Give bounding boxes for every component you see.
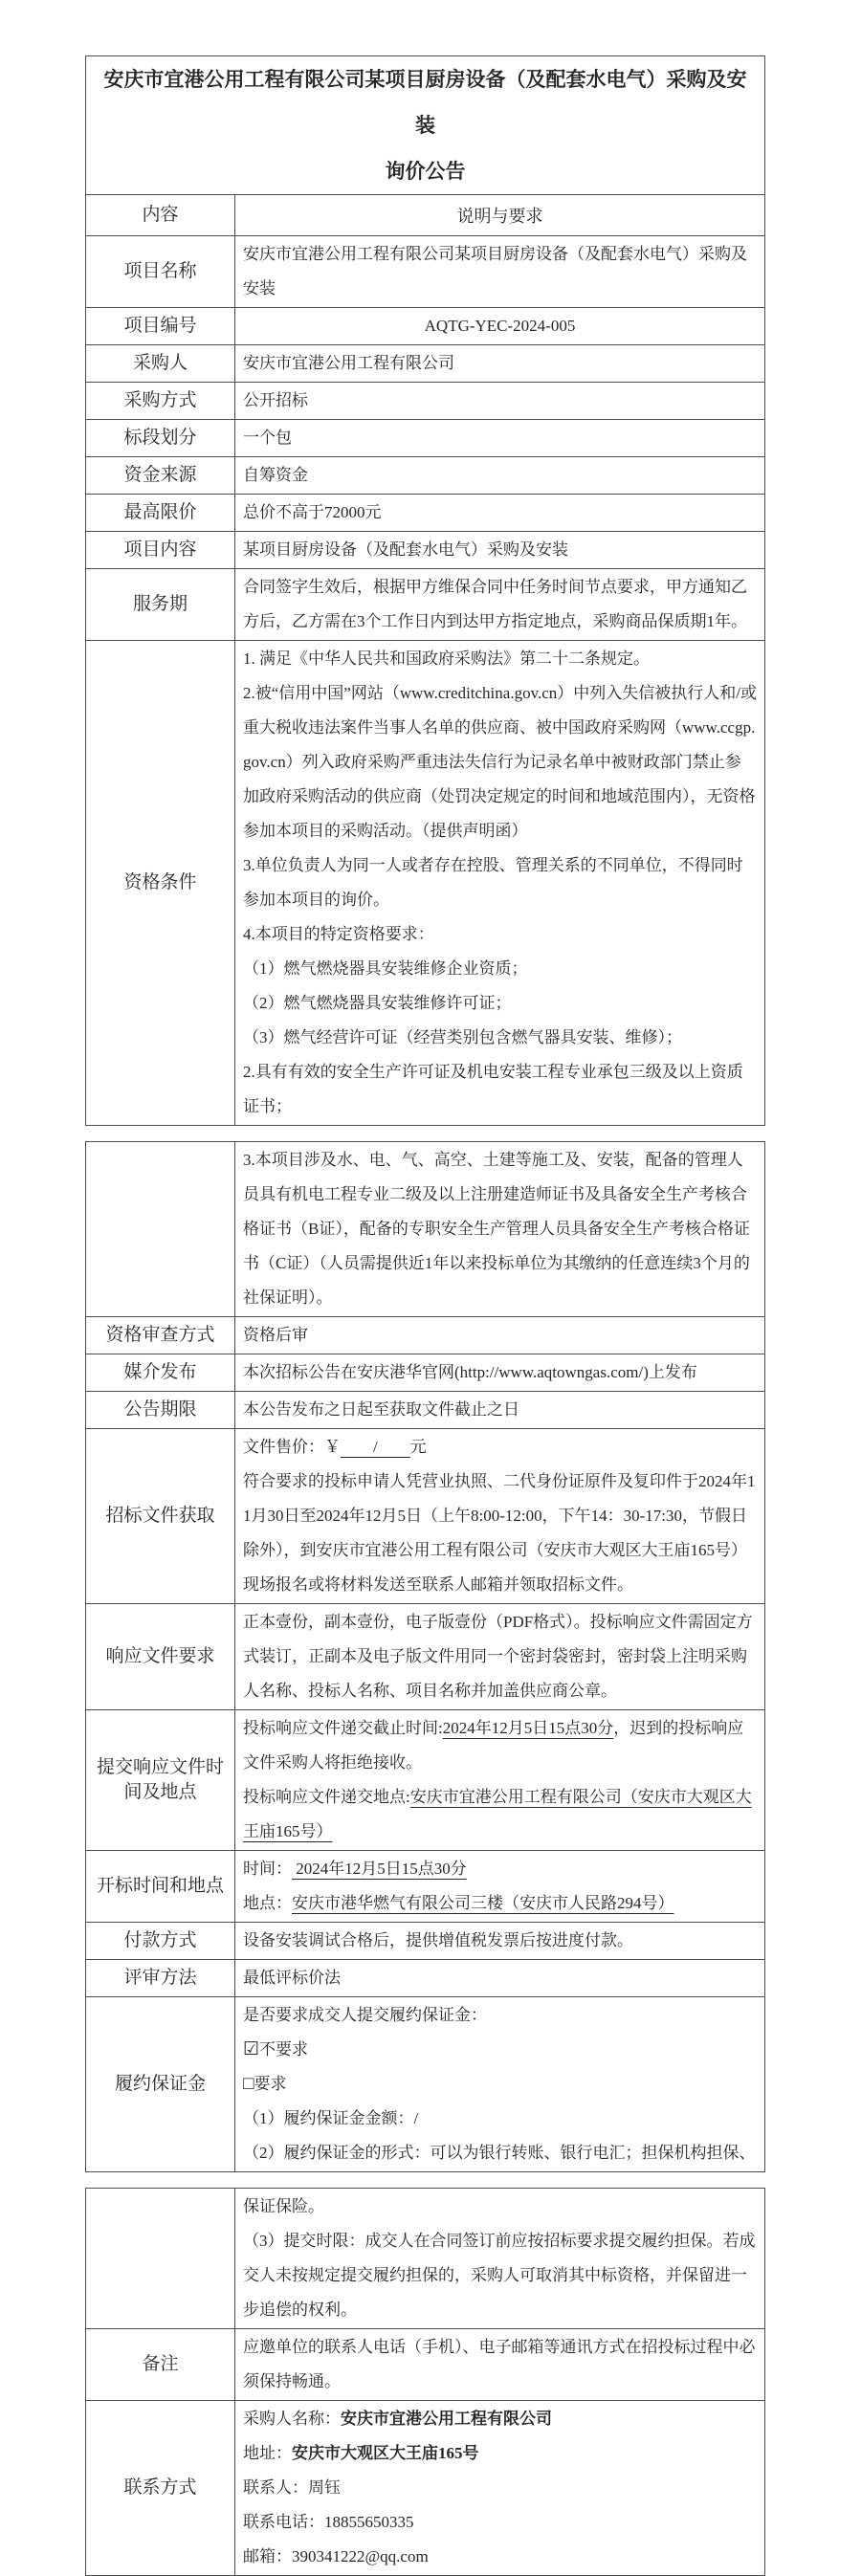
value-line — [243, 1143, 757, 1315]
table-row — [86, 2329, 765, 2401]
row-value — [235, 1354, 765, 1392]
text-segment: / — [341, 1438, 410, 1456]
row-value — [235, 641, 765, 1126]
value-line — [243, 1961, 757, 1995]
text-segment: 联系电话：18855650335 — [243, 2513, 414, 2531]
row-label: 媒介发布 — [86, 1354, 235, 1392]
text-segment: 某项目厨房设备（及配套水电气）采购及安装 — [243, 540, 568, 559]
table-row — [86, 420, 765, 457]
value-line — [243, 952, 757, 986]
document-title — [86, 56, 765, 195]
row-label: 备注 — [86, 2329, 235, 2401]
table-row — [86, 457, 765, 495]
text-segment: 资格后审 — [243, 1326, 308, 1344]
value-line — [243, 458, 757, 493]
text-segment: 符合要求的投标申请人凭营业执照、二代身份证原件及复印件于2024年11月30日至2024年12月5日（上午8:00-12:00，下午14：30-17:30，节假日除外），到安庆市宜港公用工程有限公司（安庆市大观区大王庙165号）现场报名或将材料发送至联系人邮箱并领取招标文件。 — [243, 1472, 756, 1594]
text-segment: 3.单位负责人为同一人或者存在控股、管理关系的不同单位，不得同时参加本项目的询价。 — [243, 856, 743, 909]
value-line — [243, 1998, 757, 2033]
table-row — [86, 641, 765, 1126]
text-segment: 地点： — [243, 1894, 292, 1912]
checkbox-glyph: ☑ — [243, 2039, 260, 2059]
value-line — [243, 2067, 757, 2102]
row-value — [235, 1710, 765, 1851]
text-segment: 安庆市宜港公用工程有限公司某项目厨房设备（及配套水电气）采购及安装 — [243, 245, 747, 297]
value-line — [243, 1924, 757, 1958]
row-label: 履约保证金 — [86, 1997, 235, 2172]
text-segment: 合同签字生效后，根据甲方维保合同中任务时间节点要求，甲方通知乙方后，乙方需在3个工作日内到达甲方指定地点，采购商品保质期1年。 — [243, 578, 747, 630]
row-label — [86, 1142, 235, 1317]
header-row — [86, 195, 765, 236]
text-segment: 要求 — [254, 2075, 287, 2093]
text-segment: 安庆市宜港公用工程有限公司 — [243, 354, 454, 372]
table-row — [86, 1960, 765, 1997]
text-segment: 3.本项目涉及水、电、气、高空、土建等施工及、安装，配备的管理人员具有机电工程专业二级及以上注册建造师证书及具备安全生产考核合格证书（B证），配备的专职安全生产管理人员具备安全生产考核合格证书（C证）（人员需提供近1年以来投标单位为其缴纳的任意连续3个月的社保证明）。 — [243, 1151, 750, 1307]
row-value — [235, 1851, 765, 1923]
text-segment: 安庆市宜港公用工程有限公司 — [341, 2410, 552, 2428]
table-row — [86, 569, 765, 641]
text-segment: 正本壹份，副本壹份，电子版壹份（PDF格式）。投标响应文件需固定方式装订，正副本及电子版文件用同一个密封袋密封，密封袋上注明采购人名称、投标人名称、项目名称并加盖供应商公章。 — [243, 1613, 753, 1700]
text-segment: 2.具有有效的安全生产许可证及机电安装工程专业承包三级及以上资质证书； — [243, 1063, 743, 1115]
row-value — [235, 345, 765, 383]
table-row — [86, 236, 765, 308]
value-line — [243, 309, 757, 343]
row-value — [235, 495, 765, 532]
table-row — [86, 532, 765, 569]
value-line — [243, 1780, 757, 1849]
text-segment: （3）燃气经营许可证（经营类别包含燃气器具安装、维修）； — [243, 1028, 682, 1046]
value-line — [243, 2136, 757, 2170]
table-row — [86, 308, 765, 345]
row-value — [235, 308, 765, 345]
row-label: 资金来源 — [86, 457, 235, 495]
header-label-column: 内容 — [86, 195, 235, 236]
row-label: 提交响应文件时间及地点 — [86, 1710, 235, 1851]
table-row — [86, 1923, 765, 1960]
row-label: 资格条件 — [86, 641, 235, 1126]
text-segment: ，迟到的投标响应文件采购人将拒绝接收。 — [243, 1719, 744, 1772]
text-segment: 元 — [409, 1438, 427, 1456]
row-value — [235, 532, 765, 569]
text-segment: 时间： — [243, 1860, 292, 1878]
text-segment: 保证保险。 — [243, 2197, 324, 2215]
row-value — [235, 1429, 765, 1604]
row-label — [86, 2189, 235, 2329]
table-row — [86, 1142, 765, 1317]
text-segment: 采购人名称： — [243, 2410, 341, 2428]
text-segment: 4.本项目的特定资格要求： — [243, 925, 434, 943]
text-segment: 应邀单位的联系人电话（手机）、电子邮箱等通讯方式在招投标过程中必须保持畅通。 — [243, 2338, 756, 2390]
text-segment: 2024年12月5日15点30分 — [292, 1860, 467, 1878]
table-row — [86, 2401, 765, 2576]
value-line — [243, 1464, 757, 1602]
text-segment: （3）提交时限：成交人在合同签订前应按招标要求提交履约担保。若成交人未按规定提交履约担保的，采购人可取消其中标资格，并保留进一步追偿的权利。 — [243, 2232, 756, 2319]
row-label: 响应文件要求 — [86, 1604, 235, 1710]
text-segment: 2024年12月5日15点30分 — [442, 1719, 614, 1737]
value-line — [243, 986, 757, 1021]
row-value — [235, 236, 765, 308]
value-line — [243, 2102, 757, 2136]
announcement-table-part-2 — [85, 1141, 765, 2172]
text-segment: 文件售价：￥ — [243, 1438, 341, 1456]
value-line — [243, 1711, 757, 1780]
text-segment: 联系人：周钰 — [243, 2478, 341, 2497]
value-line — [243, 2330, 757, 2399]
value-line — [243, 1886, 757, 1921]
value-line — [243, 1355, 757, 1390]
row-value — [235, 569, 765, 641]
value-line — [243, 1605, 757, 1708]
text-segment: （1）燃气燃烧器具安装维修企业资质； — [243, 959, 528, 978]
value-line — [243, 346, 757, 381]
row-label: 标段划分 — [86, 420, 235, 457]
table-row — [86, 2189, 765, 2329]
value-line — [243, 384, 757, 418]
text-segment: 投标响应文件递交截止时间: — [243, 1719, 443, 1737]
text-segment: （2）履约保证金的形式：可以为银行转账、银行电汇；担保机构担保、 — [243, 2144, 756, 2162]
value-line — [243, 1055, 757, 1124]
value-line — [243, 2224, 757, 2327]
text-segment: （1）履约保证金金额：/ — [243, 2109, 419, 2127]
row-value — [235, 1317, 765, 1354]
text-segment: 本次招标公告在安庆港华官网(http://www.aqtowngas.com/)上发布 — [243, 1363, 697, 1381]
document-title-line-1: 安庆市宜港公用工程有限公司某项目厨房设备（及配套水电气）采购及安装 — [103, 68, 747, 137]
text-segment: AQTG-YEC-2024-005 — [424, 317, 576, 335]
text-segment: 邮箱：390341222@qq.com — [243, 2547, 429, 2565]
value-line — [243, 2471, 757, 2505]
table-row — [86, 1392, 765, 1429]
row-label: 评审方法 — [86, 1960, 235, 1997]
text-segment: 2.被“信用中国”网站（www.creditchina.gov.cn）中列入失信被执行人和/或重大税收违法案件当事人名单的供应商、被中国政府采购网（www.ccgp.gov.cn）列入政府采购严重违法失信行为记录名单中被财政部门禁止参加政府采购活动的供应商（处罚决定规定的时间和地域范围内），无资格参加本项目的采购活动。（提供声明函） — [243, 684, 757, 840]
table-row — [86, 1604, 765, 1710]
announcement-table-part-1 — [85, 55, 765, 1126]
table-row — [86, 383, 765, 420]
value-line — [243, 848, 757, 917]
value-line — [243, 1318, 757, 1353]
value-line — [243, 237, 757, 306]
text-segment: 安庆市宜港公用工程有限公司（安庆市大观区大王庙165号） — [243, 1788, 752, 1840]
row-value — [235, 2189, 765, 2329]
table-row — [86, 495, 765, 532]
row-value — [235, 1997, 765, 2172]
value-line — [243, 570, 757, 639]
value-line — [243, 676, 757, 848]
table-row — [86, 1997, 765, 2172]
text-segment: 自筹资金 — [243, 466, 308, 484]
document-title-line-2: 询价公告 — [385, 160, 466, 183]
announcement-table-part-3 — [85, 2188, 765, 2576]
table-row — [86, 345, 765, 383]
value-line — [243, 533, 757, 567]
checkbox-glyph: □ — [243, 2074, 254, 2094]
row-label: 联系方式 — [86, 2401, 235, 2576]
text-segment: 是否要求成交人提交履约保证金： — [243, 2006, 487, 2024]
text-segment: 投标响应文件递交地点: — [243, 1788, 410, 1806]
value-line — [243, 2436, 757, 2471]
row-value — [235, 1142, 765, 1317]
text-segment: 设备安装调试合格后，提供增值税发票后按进度付款。 — [243, 1931, 633, 1949]
value-line — [243, 1021, 757, 1055]
row-label: 采购人 — [86, 345, 235, 383]
text-segment: 本公告发布之日起至获取文件截止之日 — [243, 1400, 519, 1419]
value-line — [243, 421, 757, 455]
text-segment: 安庆市大观区大王庙165号 — [292, 2444, 479, 2462]
row-label: 招标文件获取 — [86, 1429, 235, 1604]
inquiry-announcement-document — [85, 0, 765, 2576]
text-segment: 一个包 — [243, 429, 292, 447]
table-row — [86, 1851, 765, 1923]
row-value — [235, 2329, 765, 2401]
value-line — [243, 917, 757, 952]
value-line — [243, 2505, 757, 2540]
row-label: 项目内容 — [86, 532, 235, 569]
text-segment: 最低评标价法 — [243, 1969, 341, 1987]
text-segment: 地址： — [243, 2444, 292, 2462]
row-label: 最高限价 — [86, 495, 235, 532]
table-row — [86, 1429, 765, 1604]
row-label: 项目编号 — [86, 308, 235, 345]
value-line — [243, 1393, 757, 1427]
text-segment: （2）燃气燃烧器具安装维修许可证； — [243, 994, 512, 1012]
row-value — [235, 2401, 765, 2576]
value-line — [243, 2402, 757, 2436]
row-label: 服务期 — [86, 569, 235, 641]
title-row — [86, 56, 765, 195]
text-segment: 安庆市港华燃气有限公司三楼（安庆市人民路294号） — [292, 1894, 674, 1912]
row-value — [235, 383, 765, 420]
table-row — [86, 1317, 765, 1354]
row-value — [235, 1392, 765, 1429]
row-label: 采购方式 — [86, 383, 235, 420]
value-line — [243, 1852, 757, 1886]
row-value — [235, 1604, 765, 1710]
row-label: 项目名称 — [86, 236, 235, 308]
value-line — [243, 2190, 757, 2224]
text-segment: 1. 满足《中华人民共和国政府采购法》第二十二条规定。 — [243, 650, 650, 668]
row-value — [235, 420, 765, 457]
header-value-column: 说明与要求 — [235, 195, 765, 236]
text-segment: 公开招标 — [243, 391, 308, 409]
row-value — [235, 1960, 765, 1997]
value-line — [243, 642, 757, 676]
row-value — [235, 1923, 765, 1960]
value-line — [243, 1430, 757, 1464]
value-line — [243, 495, 757, 530]
text-segment: 不要求 — [259, 2040, 309, 2059]
table-row — [86, 1710, 765, 1851]
row-value — [235, 457, 765, 495]
value-line — [243, 2033, 757, 2067]
text-segment: 总价不高于72000元 — [243, 503, 382, 521]
row-label: 开标时间和地点 — [86, 1851, 235, 1923]
row-label: 公告期限 — [86, 1392, 235, 1429]
value-line — [243, 2540, 757, 2574]
row-label: 资格审查方式 — [86, 1317, 235, 1354]
table-row — [86, 1354, 765, 1392]
row-label: 付款方式 — [86, 1923, 235, 1960]
